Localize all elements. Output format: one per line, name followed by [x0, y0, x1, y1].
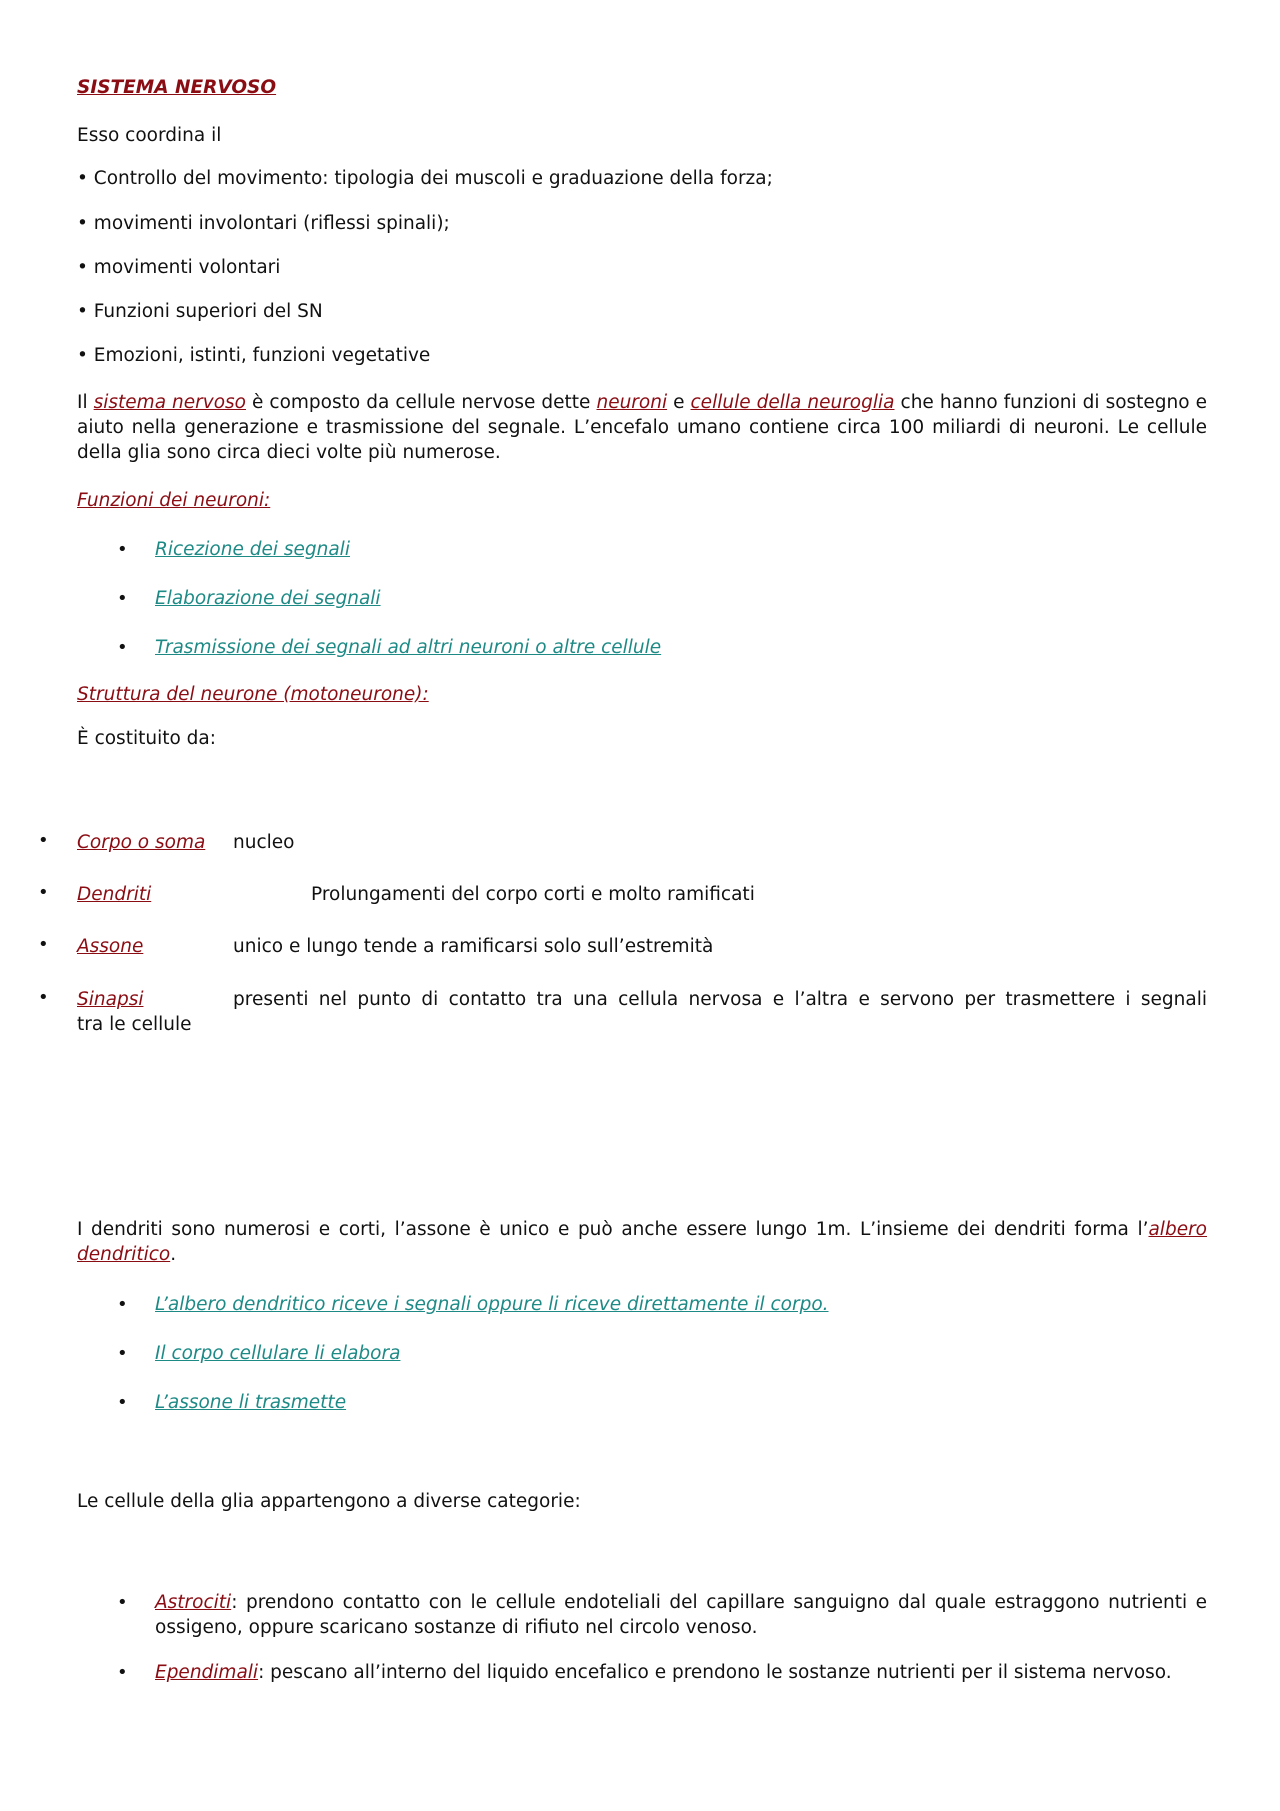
- dendrite-flow-item[interactable]: Il corpo cellulare li elabora: [155, 1343, 401, 1364]
- glia-item: [155, 1590, 1207, 1640]
- glia-intro-text: Le cellule della glia appartengono a diverse categorie:: [77, 1491, 581, 1512]
- bullet-dot: •: [38, 882, 49, 903]
- bullet-dot: •: [117, 539, 128, 560]
- structure-heading[interactable]: Struttura del neurone (motoneurone):: [77, 684, 429, 705]
- nervous-system-paragraph: [77, 390, 1207, 465]
- neuroglia-link[interactable]: cellule della neuroglia: [690, 392, 895, 413]
- albero-dendritico-link[interactable]: albero dendritico: [77, 1219, 1207, 1265]
- dendrite-flow-item[interactable]: L’assone li trasmette: [155, 1392, 347, 1413]
- bullet-dot: •: [117, 1343, 128, 1364]
- structure-term[interactable]: Dendriti: [77, 884, 152, 905]
- paragraph-text: I dendriti sono numerosi e corti, l’assone è unico e può anche essere lungo 1m. L’insieme dei dendriti forma l’: [77, 1219, 1149, 1240]
- bullet-dot: •: [38, 934, 49, 955]
- function-item: • movimenti involontari (riflessi spinali);: [77, 213, 450, 234]
- paragraph-text: è composto da cellule nervose dette: [246, 392, 597, 413]
- structure-desc: unico e lungo tende a ramificarsi solo sull’estremità: [233, 936, 714, 957]
- structure-term[interactable]: Sinapsi: [77, 989, 144, 1010]
- structure-desc: nucleo: [233, 832, 295, 853]
- bullet-dot: •: [117, 1294, 128, 1315]
- composed-of-text: È costituito da:: [77, 728, 216, 749]
- paragraph-text: che hanno funzioni di sostegno e aiuto nella generazione e trasmissione del segnale. L’encefalo umano contiene circa 100 miliardi di neuroni. Le cellule della glia sono circa dieci volte più numerose.: [77, 392, 1207, 463]
- structure-term[interactable]: Assone: [77, 936, 144, 957]
- function-item: • Controllo del movimento: tipologia dei muscoli e graduazione della forza;: [77, 168, 773, 189]
- ependimali-link[interactable]: Ependimali: [155, 1662, 259, 1683]
- sistema-nervoso-link[interactable]: sistema nervoso: [93, 392, 246, 413]
- function-item: • Emozioni, istinti, funzioni vegetative: [77, 345, 431, 366]
- neuroni-link[interactable]: neuroni: [596, 392, 668, 413]
- bullet-dot: •: [117, 1392, 128, 1413]
- dendrite-flow-item[interactable]: L’albero dendritico riceve i segnali oppure li riceve direttamente il corpo.: [155, 1294, 829, 1315]
- function-item: • Funzioni superiori del SN: [77, 301, 323, 322]
- neuron-function-item[interactable]: Elaborazione dei segnali: [155, 588, 381, 609]
- bullet-dot: •: [117, 1592, 128, 1613]
- structure-desc: presenti nel punto di contatto tra una cellula nervosa e l’altra e servono per trasmettere i segnali: [233, 989, 1207, 1010]
- paragraph-text: .: [170, 1244, 177, 1265]
- page-title: SISTEMA NERVOSO: [77, 77, 277, 98]
- neuron-function-item[interactable]: Ricezione dei segnali: [155, 539, 350, 560]
- neuron-function-item[interactable]: Trasmissione dei segnali ad altri neuroni o altre cellule: [155, 637, 662, 658]
- paragraph-text: e: [667, 392, 691, 413]
- astrociti-link[interactable]: Astrociti: [155, 1592, 232, 1613]
- dendrites-paragraph: [77, 1217, 1207, 1267]
- bullet-dot: •: [117, 1662, 128, 1683]
- bullet-dot: •: [38, 987, 49, 1008]
- glia-desc: : prendono contatto con le cellule endoteliali del capillare sanguigno dal quale estraggono nutrienti e ossigeno, oppure scaricano sostanze di rifiuto nel circolo venoso.: [155, 1592, 1207, 1638]
- bullet-dot: •: [117, 588, 128, 609]
- glia-item: [155, 1660, 1207, 1685]
- structure-term[interactable]: Corpo o soma: [77, 832, 206, 853]
- structure-desc: Prolungamenti del corpo corti e molto ramificati: [311, 884, 755, 905]
- neuron-functions-heading[interactable]: Funzioni dei neuroni:: [77, 490, 271, 511]
- function-item: • movimenti volontari: [77, 257, 281, 278]
- intro-text: Esso coordina il: [77, 125, 222, 146]
- bullet-dot: •: [38, 830, 49, 851]
- glia-desc: : pescano all’interno del liquido encefalico e prendono le sostanze nutrienti per il sistema nervoso.: [258, 1662, 1172, 1683]
- paragraph-text: Il: [77, 392, 94, 413]
- structure-desc-continued: tra le cellule: [77, 1014, 192, 1035]
- bullet-dot: •: [117, 637, 128, 658]
